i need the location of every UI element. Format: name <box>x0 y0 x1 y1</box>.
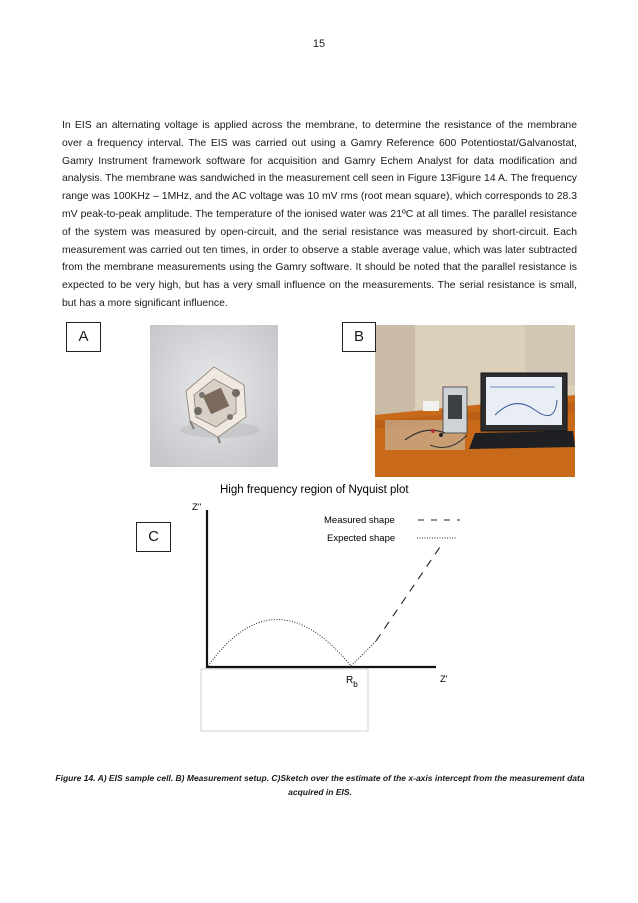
photo-measurement-setup <box>375 325 575 477</box>
legend-expected-label: Expected shape <box>327 533 396 544</box>
figure-label-a: A <box>66 322 101 352</box>
nyquist-sketch <box>180 480 460 748</box>
intercept-label <box>346 675 358 689</box>
body-paragraph: In EIS an alternating voltage is applied across the membrane, to determine the resistance of the membrane over a frequency interval. The EIS was carried out using a Gamry Reference 600 Potentiostat/Galvanostat, Gamry Instrument framework software for acquisition and Gamry Echem Analyst for data modification and analysis. The membrane was sandwiched in the measurement cell seen in Figure 13Figure 14 A. The frequency range was 100KHz – 1MHz, and the AC voltage was 10 mV rms (root mean square), which corresponds to 28.3 mV peak-to-peak amplitude. The temperature of the ionised water was 21ºC at all times. The parallel resistance of the system was measured by open-circuit, and the serial resistance was measured by short-circuit. Each measurement was carried out ten times, in order to observe a stable average value, which was later subtracted from the membrane measurements using the Gamry software. It should be noted that the parallel resistance is expected to be very high, but has a very small influence on the measurements. The serial resistance is small, but has a more significant influence. <box>62 120 577 309</box>
plot-title: High frequency region of Nyquist plot <box>220 484 409 496</box>
figure-caption: Figure 14. A) EIS sample cell. B) Measurement setup. C)Sketch over the estimate of the x-axis intercept from the measurement data acquired in EIS. <box>55 773 585 797</box>
measurement-setup-image <box>375 325 575 477</box>
figure-label-b: B <box>342 322 376 352</box>
page-number: 15 <box>312 38 326 50</box>
sample-cell-image <box>150 325 278 467</box>
intercept-sub: b <box>353 680 358 689</box>
figure-label-c: C <box>136 522 171 552</box>
y-axis-label: Z'' <box>192 502 202 513</box>
x-axis-label: Z' <box>440 674 448 685</box>
plot-frame <box>201 669 368 731</box>
photo-sample-cell <box>150 325 278 467</box>
legend-measured-label: Measured shape <box>324 515 395 526</box>
measured-tail <box>376 547 440 641</box>
intercept-r: R <box>346 675 354 686</box>
expected-tail <box>351 641 376 666</box>
expected-semicircle <box>208 620 351 667</box>
